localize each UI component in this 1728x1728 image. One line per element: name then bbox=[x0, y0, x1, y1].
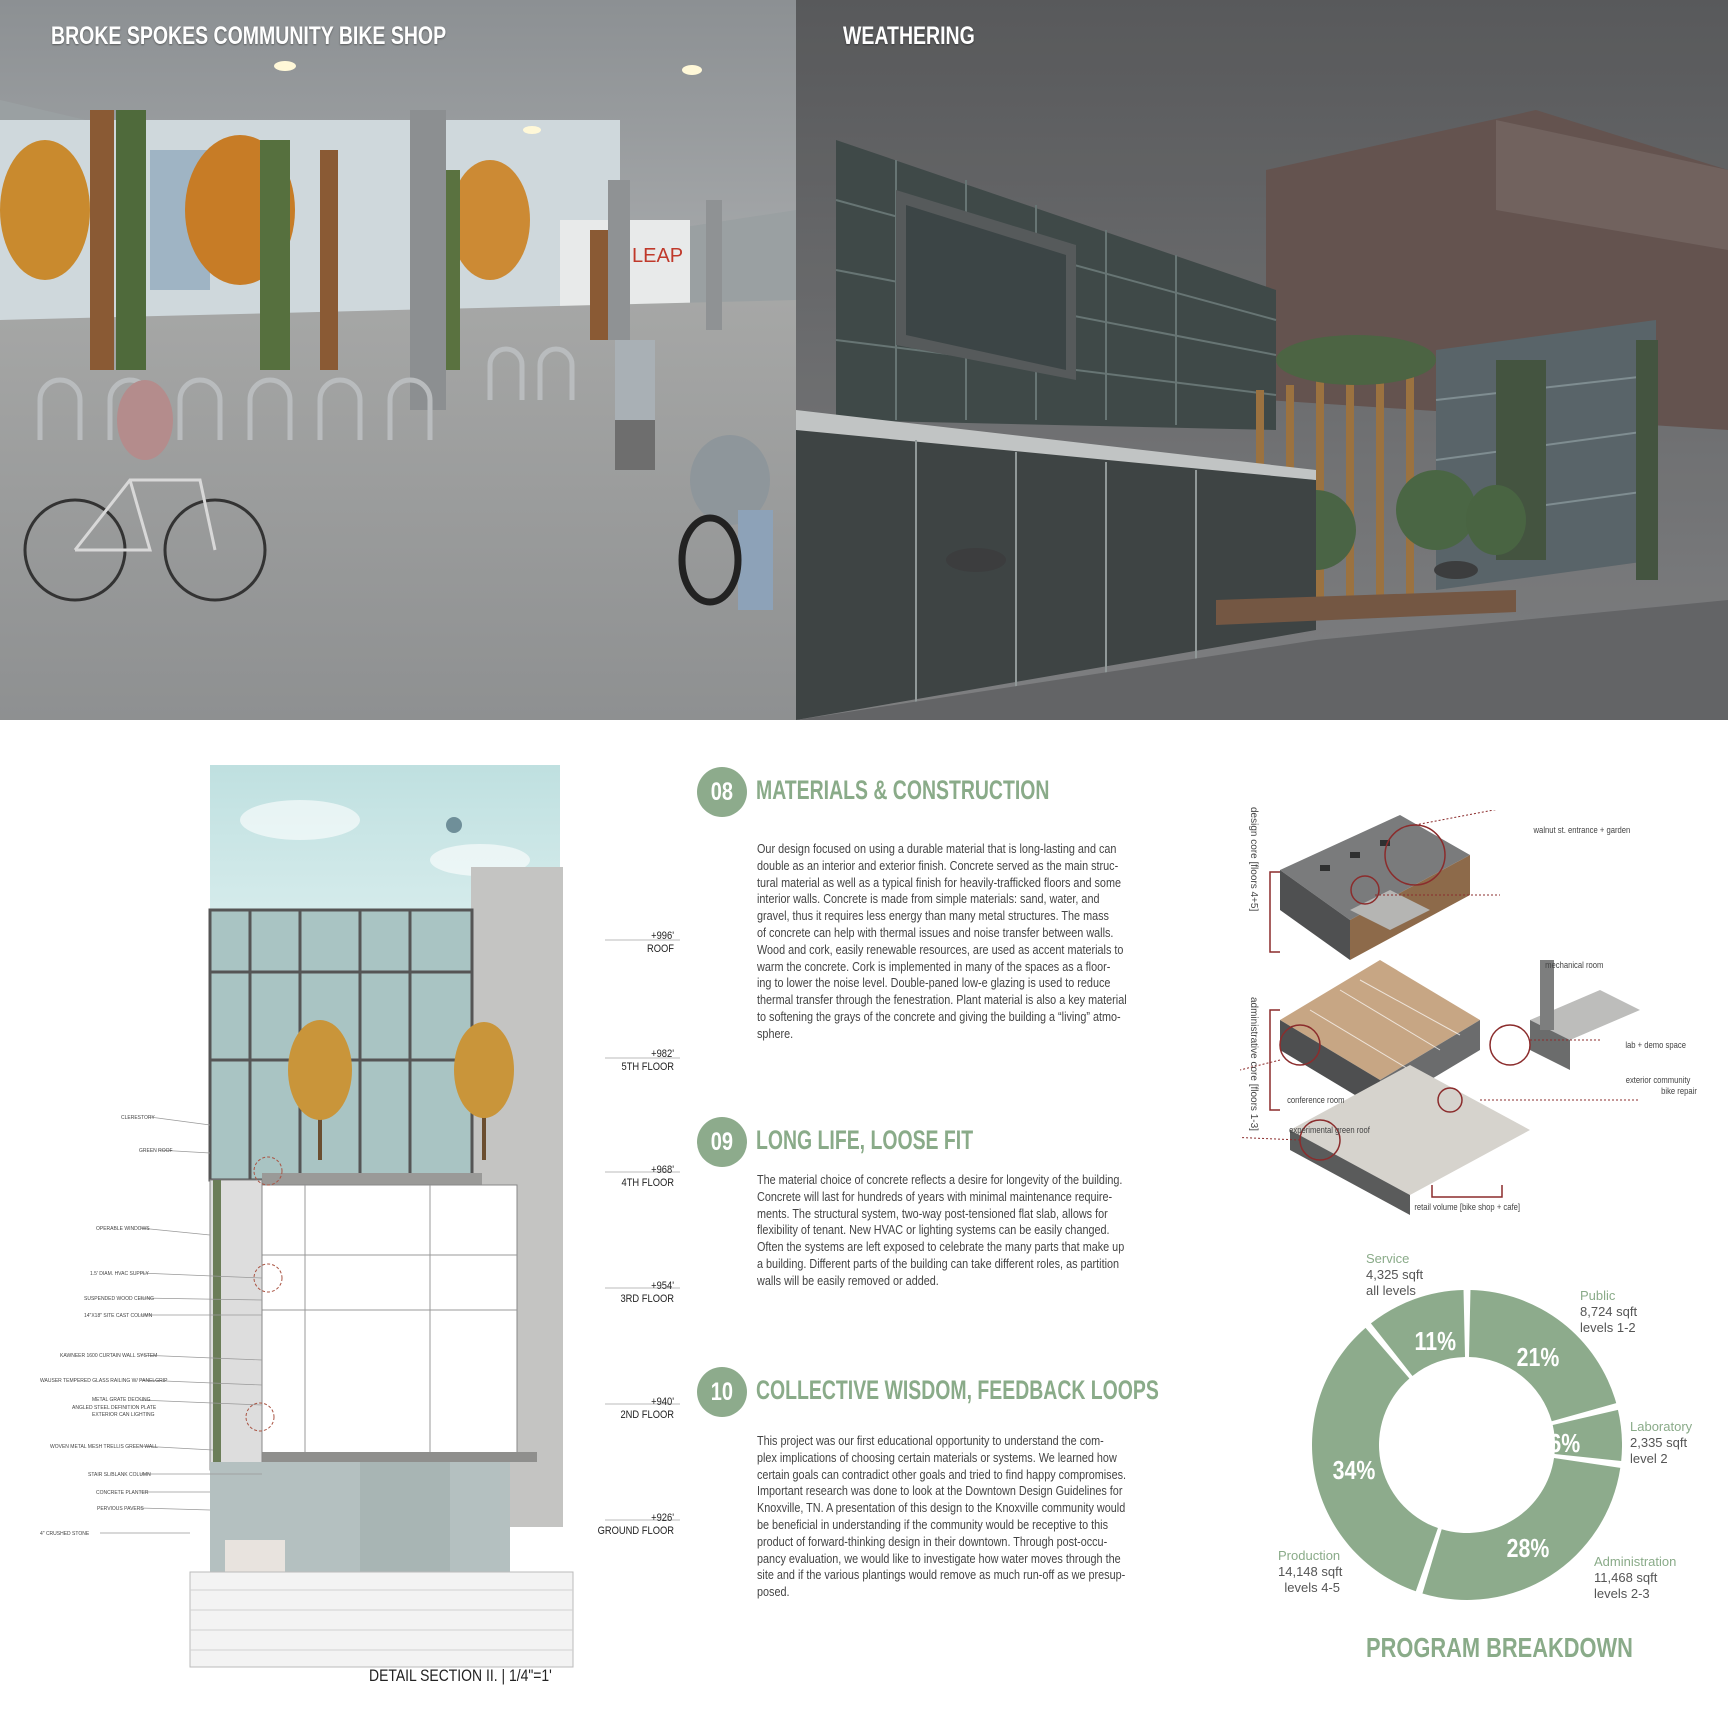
body-line: Concrete will last for hundreds of years with minimal maintenance require- bbox=[757, 1189, 1113, 1204]
note-can-lighting: EXTERIOR CAN LIGHTING bbox=[92, 1412, 155, 1418]
note-hvac-supply: 1.5' DIAM. HVAC SUPPLY bbox=[90, 1271, 149, 1277]
body-line: ments. The structural system, two-way post-tensioned flat slab, allows for bbox=[757, 1206, 1108, 1221]
bike-shop-render bbox=[0, 0, 796, 720]
body-line: flexibility of tenant. New HVAC or lighting systems can be easily changed. bbox=[757, 1223, 1110, 1238]
label-laboratory: Laboratory 2,335 sqft level 2 bbox=[1630, 1419, 1693, 1466]
note-wood-ceiling: SUSPENDED WOOD CEILING bbox=[84, 1296, 155, 1302]
leap-sign: LEAP bbox=[632, 245, 684, 267]
body-line: plex implications of choosing certain materials or systems. We learned how bbox=[757, 1450, 1117, 1465]
note-curtain-wall: KAWNEER 1600 CURTAIN WALL SYSTEM bbox=[60, 1353, 158, 1359]
body-line: posed. bbox=[757, 1585, 790, 1600]
body-line: interior walls. Concrete is made from simple materials: sand, water, and bbox=[757, 892, 1100, 907]
level-2nd-floor: +940' 2ND FLOOR bbox=[620, 1396, 674, 1421]
body-line: Often the systems are left exposed to celebrate the many parts that make up bbox=[757, 1240, 1125, 1255]
weathering-image bbox=[796, 0, 1728, 720]
body-line: Our design focused on using a durable material that is long-lasting and can bbox=[757, 842, 1117, 856]
axon-label-mechanical-room: mechanical room bbox=[1545, 960, 1604, 970]
body-line: be beneficial in understanding if the community would be receptive to this bbox=[757, 1517, 1109, 1532]
body-line: warm the concrete. Cork is implemented in many of the spaces as a floor- bbox=[757, 959, 1111, 974]
pct-public: 21% bbox=[1516, 1342, 1560, 1372]
bike-shop-title: BROKE SPOKES COMMUNITY BIKE SHOP bbox=[51, 22, 447, 50]
note-mesh-trellis: WOVEN METAL MESH TRELLIS GREEN WALL bbox=[50, 1444, 158, 1450]
section-illustration bbox=[0, 740, 700, 1710]
donut-slice-administration bbox=[1422, 1458, 1620, 1600]
section-10-heading: COLLECTIVE WISDOM, FEEDBACK LOOPS bbox=[756, 1375, 1159, 1405]
pct-service: 11% bbox=[1414, 1326, 1457, 1356]
note-clerestory: CLERESTORY bbox=[121, 1115, 155, 1121]
label-service: Service 4,325 sqft all levels bbox=[1366, 1251, 1424, 1298]
exploded-axon-diagram bbox=[1240, 807, 1720, 1230]
level-4th-floor: +968' 4TH FLOOR bbox=[621, 1164, 674, 1189]
note-operable-windows: OPERABLE WINDOWS bbox=[96, 1226, 150, 1232]
pct-administration: 28% bbox=[1506, 1533, 1550, 1563]
note-crushed-stone: 4" CRUSHED STONE bbox=[40, 1531, 90, 1537]
note-steel-plate: ANGLED STEEL DEFINITION PLATE bbox=[72, 1405, 157, 1411]
level-3rd-floor: +954' 3RD FLOOR bbox=[620, 1280, 674, 1305]
axon-label-green-roof: experimental green roof bbox=[1289, 1125, 1370, 1135]
body-line: product of forward-thinking design in their downtown. Through post-occu- bbox=[757, 1534, 1108, 1549]
section-08-badge: 08 bbox=[697, 767, 747, 817]
axon-label-lab-demo: lab + demo space bbox=[1625, 1040, 1686, 1050]
body-line: a building. Different parts of the building can take different roles, as partition bbox=[757, 1256, 1120, 1271]
axon-label-bike-repair: bike repair bbox=[1661, 1086, 1697, 1096]
pct-laboratory: 6% bbox=[1549, 1428, 1581, 1458]
note-site-cast-column: 14"X18" SITE CAST COLUMN bbox=[84, 1313, 153, 1319]
body-line: double as an interior and exterior finish. Concrete served as the main struc- bbox=[757, 858, 1119, 873]
section-08-heading: MATERIALS & CONSTRUCTION bbox=[756, 775, 1050, 805]
level-ground-floor: +926' GROUND FLOOR bbox=[597, 1512, 674, 1537]
level-roof: +996' ROOF bbox=[646, 930, 674, 955]
body-line: The material choice of concrete reflects a desire for longevity of the building. bbox=[757, 1173, 1123, 1187]
section-10-badge: 10 bbox=[697, 1367, 747, 1417]
body-line: Important research was done to look at the Downtown Design Guidelines for bbox=[757, 1484, 1123, 1499]
body-line: sphere. bbox=[757, 1026, 794, 1041]
detail-section-drawing bbox=[0, 740, 700, 1710]
body-line: walls will be easily removed or added. bbox=[757, 1273, 939, 1288]
body-line: site and if the various plantings would remove as much run-off as we presup- bbox=[757, 1568, 1126, 1583]
body-line: Wood and cork, easily renewable resources, are used as accent materials to bbox=[757, 942, 1124, 957]
axon-vlabel-design-core: design core [floors 4+5] bbox=[1248, 807, 1259, 912]
body-line: of concrete can help with thermal issues and noise transfer between walls. bbox=[757, 925, 1114, 940]
note-grate-decking: METAL GRATE DECKING bbox=[92, 1397, 151, 1403]
note-glass-railing: WAUSER TEMPERED GLASS RAILING W/ PANELGRIP bbox=[40, 1378, 168, 1384]
section-09-badge: 09 bbox=[697, 1117, 747, 1167]
bike-shop-image bbox=[0, 0, 796, 720]
section-09-body bbox=[757, 1172, 1127, 1290]
note-pervious-pavers: PERVIOUS PAVERS bbox=[97, 1506, 144, 1512]
axon-label-conference-room: conference room bbox=[1287, 1095, 1345, 1105]
weathering-title: WEATHERING bbox=[843, 22, 975, 50]
note-stair-column: STAIR SL/BLANK COLUMN bbox=[88, 1472, 151, 1478]
body-line: certain goals can contradict other goals and tried to find happy compromises. bbox=[757, 1467, 1127, 1482]
section-10-body bbox=[757, 1433, 1127, 1601]
note-concrete-planter: CONCRETE PLANTER bbox=[96, 1490, 149, 1496]
axon-illustration bbox=[1240, 810, 1720, 1230]
note-green-roof: GREEN ROOF bbox=[139, 1148, 173, 1154]
axon-label-retail-volume: retail volume [bike shop + cafe] bbox=[1414, 1202, 1521, 1212]
section-09-heading: LONG LIFE, LOOSE FIT bbox=[756, 1125, 974, 1155]
pct-production: 34% bbox=[1332, 1455, 1376, 1485]
body-line: ing to lower the noise level. Double-paned low-e glazing is used to reduce bbox=[757, 976, 1111, 991]
body-line: thermal transfer through the fenestration. Plant material is also a key material bbox=[757, 993, 1127, 1008]
label-production: Production 14,148 sqft levels 4-5 bbox=[1278, 1548, 1343, 1595]
section-caption: DETAIL SECTION II. | 1/4"=1' bbox=[369, 1666, 552, 1685]
level-5th-floor: +982' 5TH FLOOR bbox=[621, 1048, 674, 1073]
program-breakdown-title: PROGRAM BREAKDOWN bbox=[1366, 1632, 1633, 1663]
section-08-body bbox=[757, 841, 1127, 1043]
body-line: gravel, thus it requires less energy than many metal structures. The mass bbox=[757, 909, 1109, 924]
body-line: Knoxville, TN. A presentation of this design to the Knoxville community would bbox=[757, 1501, 1126, 1516]
label-public: Public 8,724 sqft levels 1-2 bbox=[1580, 1288, 1638, 1335]
body-line: This project was our first educational opportunity to understand the com- bbox=[757, 1434, 1104, 1448]
axon-vlabel-administrative-core: administrative core [floors 1-3] bbox=[1248, 997, 1259, 1131]
body-line: to softening the grays of the concrete and giving the building a “living” atmo- bbox=[757, 1009, 1121, 1024]
axon-label-exterior-community: exterior community bbox=[1625, 1075, 1691, 1085]
axon-label-walnut-entrance: walnut st. entrance + garden bbox=[1533, 825, 1631, 835]
body-line: tural material as well as a typical finish for heavily-trafficked floors and some bbox=[757, 875, 1121, 890]
label-administration: Administration 11,468 sqft levels 2-3 bbox=[1594, 1554, 1677, 1601]
weathering-render bbox=[796, 0, 1728, 720]
body-line: pancy evaluation, we would like to investigate how water moves through the bbox=[757, 1551, 1121, 1566]
